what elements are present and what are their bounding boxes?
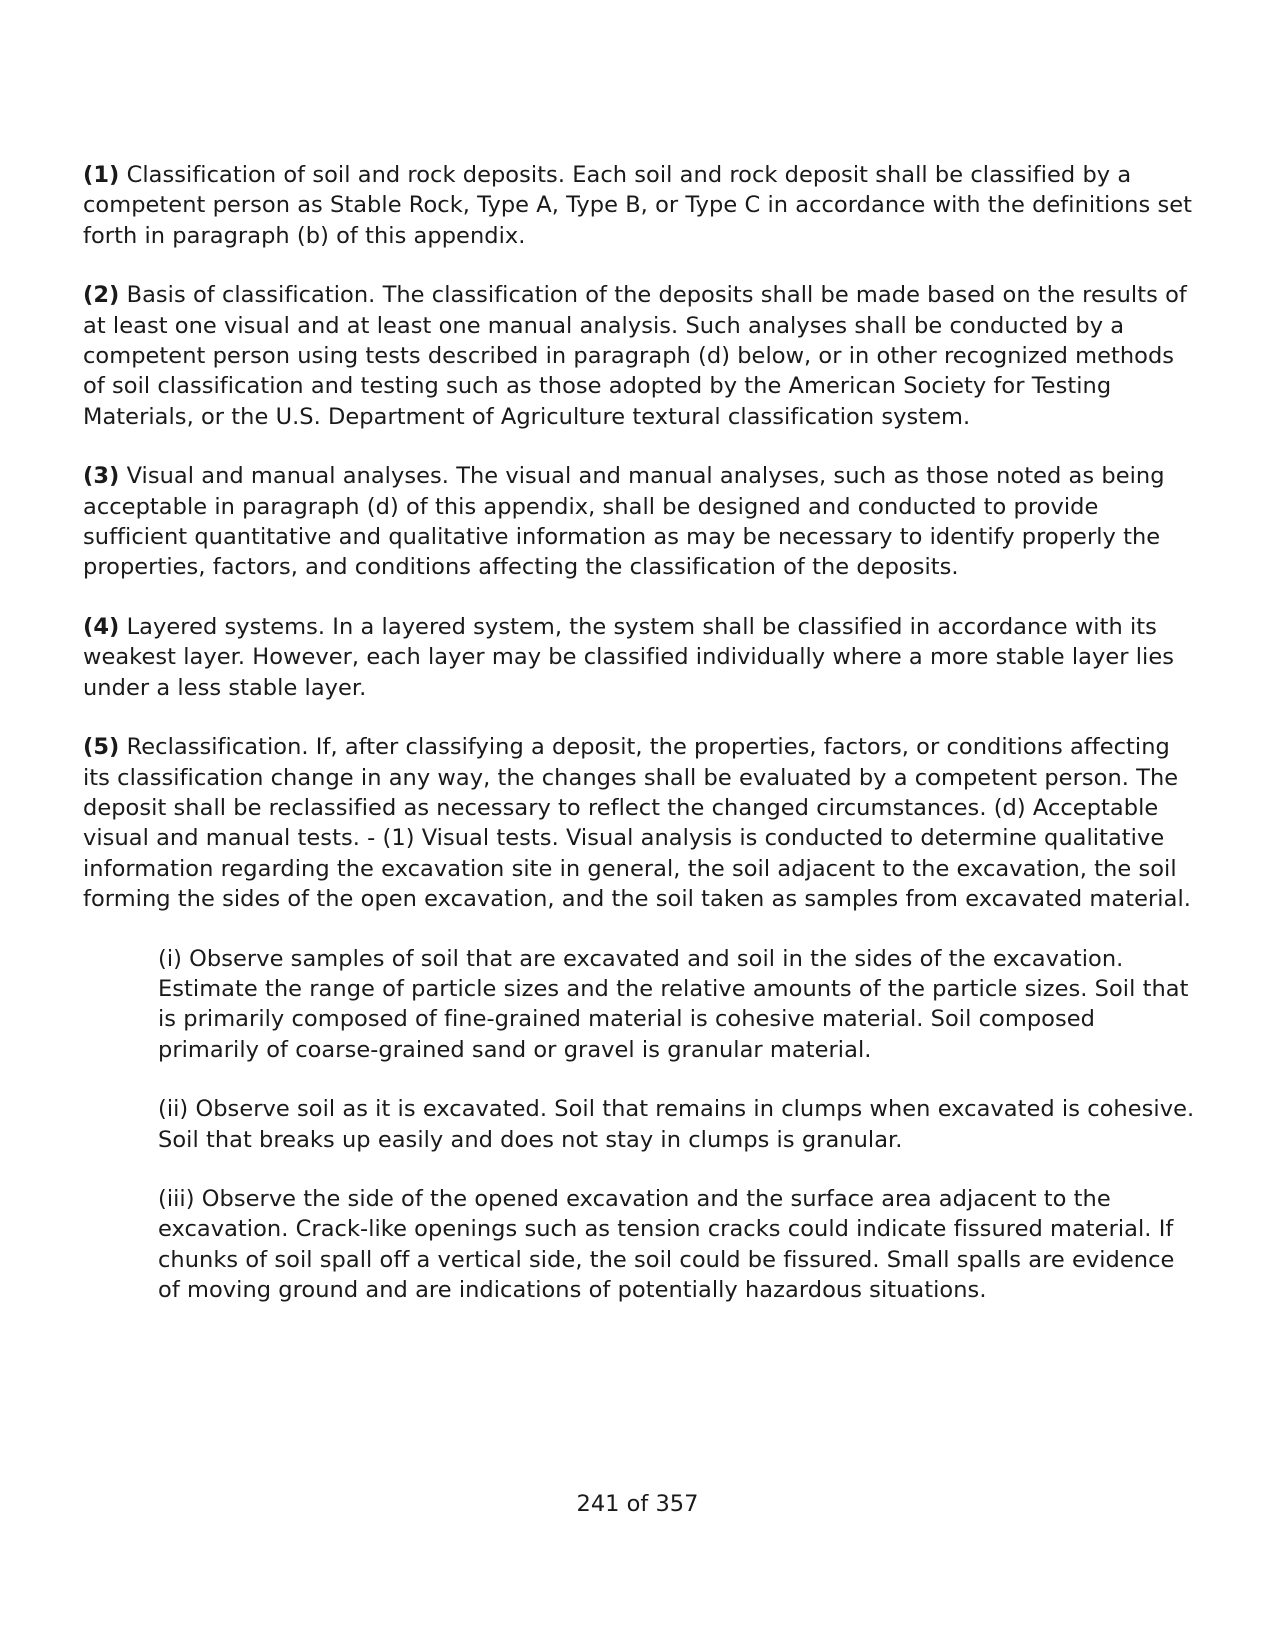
paragraph-text: Classification of soil and rock deposits. Each soil and rock deposit shall be classified by a competent person as Stable Rock, Type A, Type B, or Type C in accordance with the definitions set forth in paragraph (b) of this appendix. — [83, 162, 1192, 249]
paragraph-number: (1) — [83, 162, 120, 188]
list-item: (iii) Observe the side of the opened excavation and the surface area adjacent to the excavation. Crack-like openings such as tension cracks could indicate fissured material. If chunks of soil spall off a vertical side, the soil could be fissured. Small spalls are evidence of moving ground and are indications of potentially hazardous situations. — [158, 1185, 1175, 1304]
paragraph-5 — [83, 732, 1198, 914]
paragraph-3 — [83, 461, 1198, 583]
visual-tests-list — [158, 944, 1198, 1306]
list-item: (ii) Observe soil as it is excavated. Soil that remains in clumps when excavated is cohesive. Soil that breaks up easily and does not stay in clumps is granular. — [158, 1096, 1195, 1153]
paragraph-2 — [83, 280, 1198, 432]
paragraph-text: Visual and manual analyses. The visual and manual analyses, such as those noted as being acceptable in paragraph (d) of this appendix, shall be designed and conducted to provide sufficient quantitative and qualitative information as may be necessary to identify properly the properties, factors, and conditions affecting the classification of the deposits. — [83, 463, 1165, 581]
page-number: 241 of 357 — [576, 1491, 699, 1517]
paragraph-number: (5) — [83, 734, 120, 761]
paragraph-text: Basis of classification. The classification of the deposits shall be made based on the results of at least one visual and at least one manual analysis. Such analyses shall be conducted by a competent person using tests described in paragraph (d) below, or in other recognized methods of soil classification and testing such as those adopted by the American Society for Testing Materials, or the U.S. Department of Agriculture textural classification system. — [83, 282, 1187, 430]
page-body — [83, 160, 1198, 1335]
paragraph-text: Reclassification. If, after classifying a deposit, the properties, factors, or conditions affecting its classification change in any way, the changes shall be evaluated by a competent person. The deposit shall be reclassified as necessary to reflect the changed circumstances. (d) Acceptable visual and manual tests. - (1) Visual tests. Visual analysis is conducted to determine qualitative information regarding the excavation site in general, the soil adjacent to the excavation, the soil forming the sides of the open excavation, and the soil taken as samples from excavated material. — [83, 734, 1191, 913]
paragraph-text: Layered systems. In a layered system, the system shall be classified in accordance with its weakest layer. However, each layer may be classified individually where a more stable layer lies under a less stable layer. — [83, 613, 1175, 701]
paragraph-1 — [83, 160, 1198, 251]
paragraph-number: (4) — [83, 613, 120, 640]
list-item: (i) Observe samples of soil that are excavated and soil in the sides of the excavation. Estimate the range of particle sizes and the relative amounts of the particle sizes. Soil that is primarily composed of fine-grained material is cohesive material. Soil composed primarily of coarse-grained sand or gravel is granular material. — [158, 945, 1189, 1063]
paragraph-number: (3) — [83, 463, 120, 490]
paragraph-4 — [83, 612, 1198, 703]
paragraph-number: (2) — [83, 282, 120, 309]
